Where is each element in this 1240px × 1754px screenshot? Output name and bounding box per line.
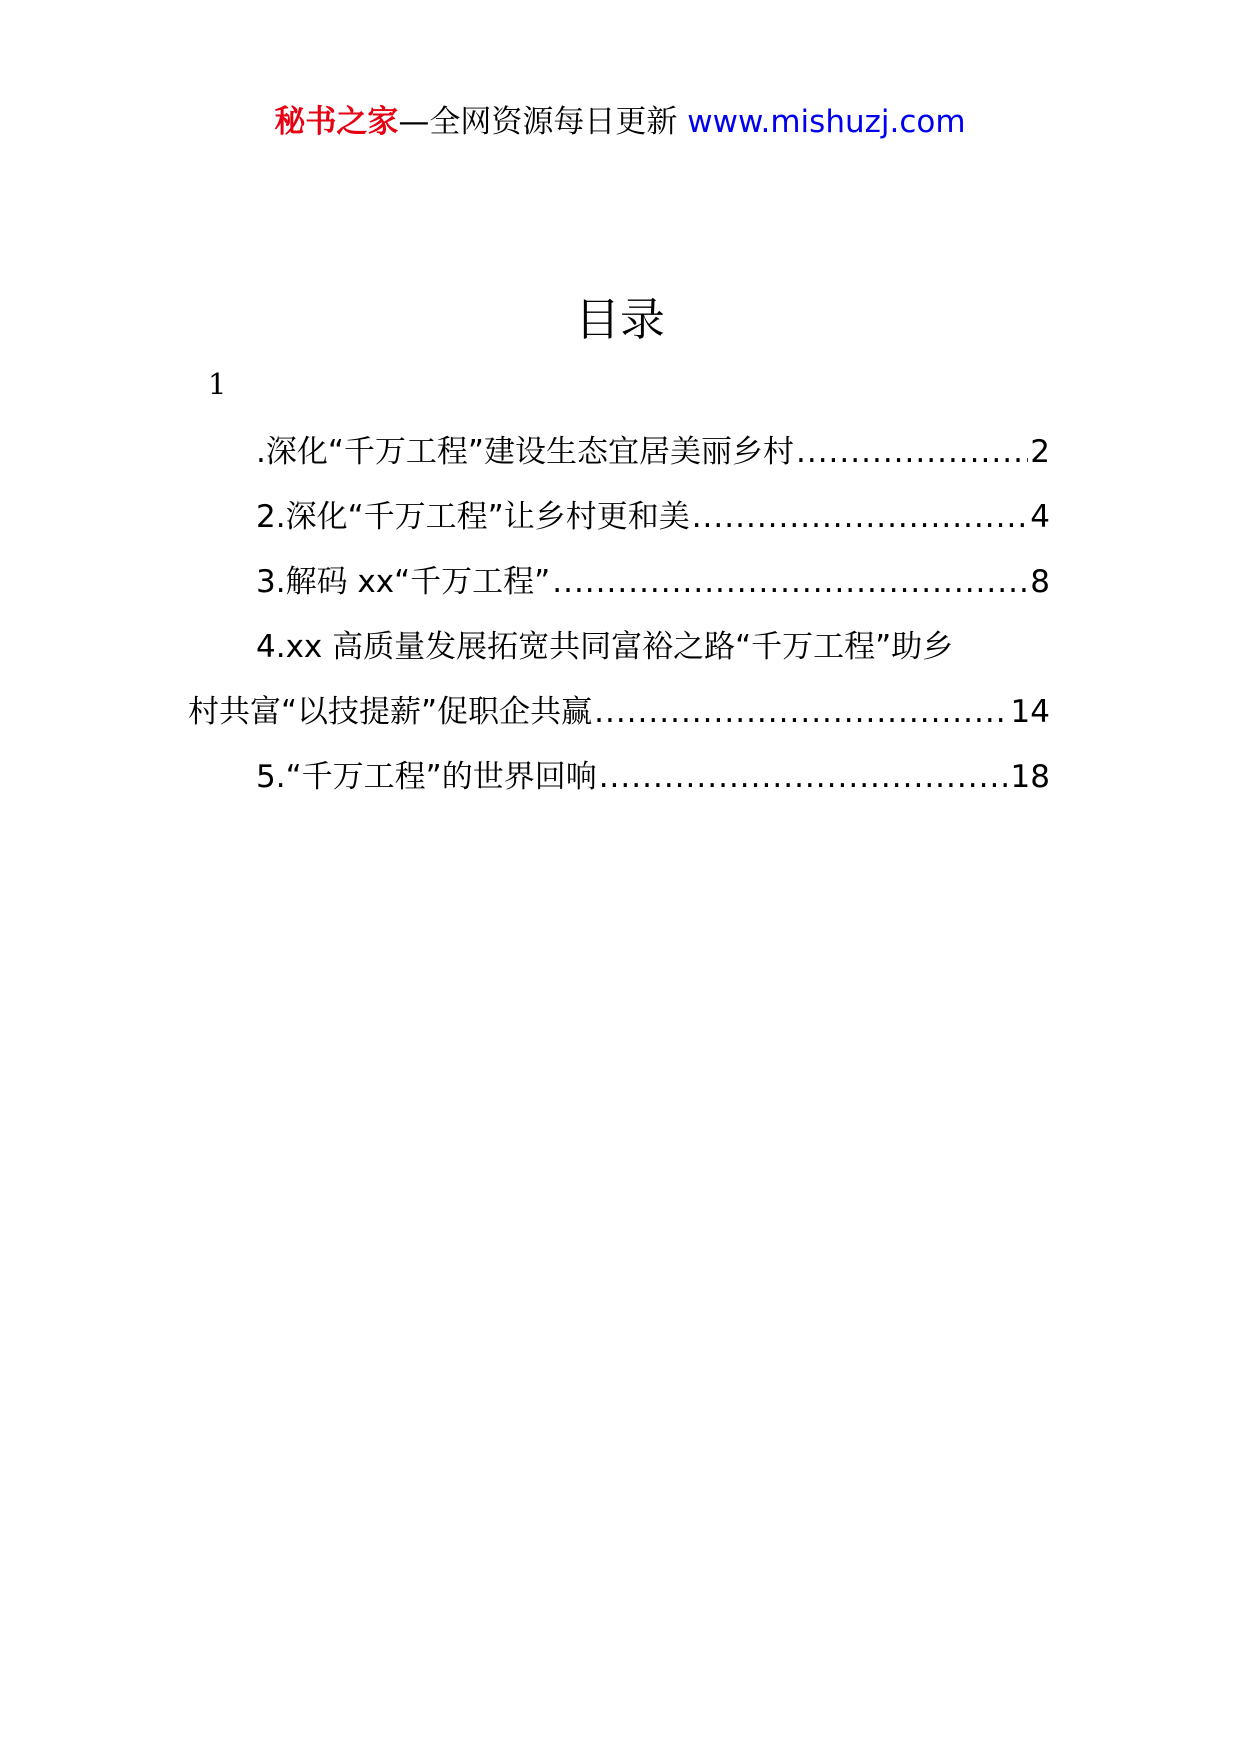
toc-entry-4-line-1[interactable]	[188, 615, 1050, 680]
toc-entry-title: 2.深化“千万工程”让乡村更和美	[256, 499, 690, 535]
toc-entry-page: 14	[1010, 694, 1050, 730]
page-header	[0, 100, 1240, 144]
toc-entry-5[interactable]	[188, 745, 1050, 810]
toc-entry-1[interactable]	[188, 420, 1050, 485]
page-title: 目录	[574, 293, 665, 346]
page-number-marker: 1	[208, 367, 227, 401]
toc-entry-2[interactable]	[188, 485, 1050, 550]
toc-entry-title: 3.解码 xx“千万工程”	[256, 564, 551, 600]
toc-entry-4-line-2[interactable]	[188, 680, 1050, 745]
brand-name: 秘书之家	[274, 104, 399, 140]
toc-entry-title: 5.“千万工程”的世界回响	[256, 759, 597, 795]
toc-leader-dots	[594, 680, 1008, 745]
toc-entry-title-line-1: 4.xx 高质量发展拓宽共同富裕之路“千万工程”助乡	[256, 629, 954, 665]
toc-entry-page: 18	[1010, 759, 1050, 795]
toc-entry-title: .深化“千万工程”建设生态宜居美丽乡村	[256, 434, 794, 470]
table-of-contents	[188, 420, 1050, 810]
toc-leader-dots	[599, 745, 1009, 810]
toc-entry-title-line-2: 村共富“以技提薪”促职企共赢	[188, 694, 593, 730]
toc-entry-3[interactable]	[188, 550, 1050, 615]
toc-entry-page: 4	[1030, 499, 1050, 535]
toc-leader-dots	[796, 420, 1028, 485]
toc-entry-page: 2	[1030, 434, 1050, 470]
toc-leader-dots	[692, 485, 1029, 550]
header-tagline: —全网资源每日更新	[398, 104, 688, 140]
site-url-link[interactable]: www.mishuzj.com	[687, 104, 966, 140]
toc-entry-page: 8	[1030, 564, 1050, 600]
toc-leader-dots	[552, 550, 1028, 615]
